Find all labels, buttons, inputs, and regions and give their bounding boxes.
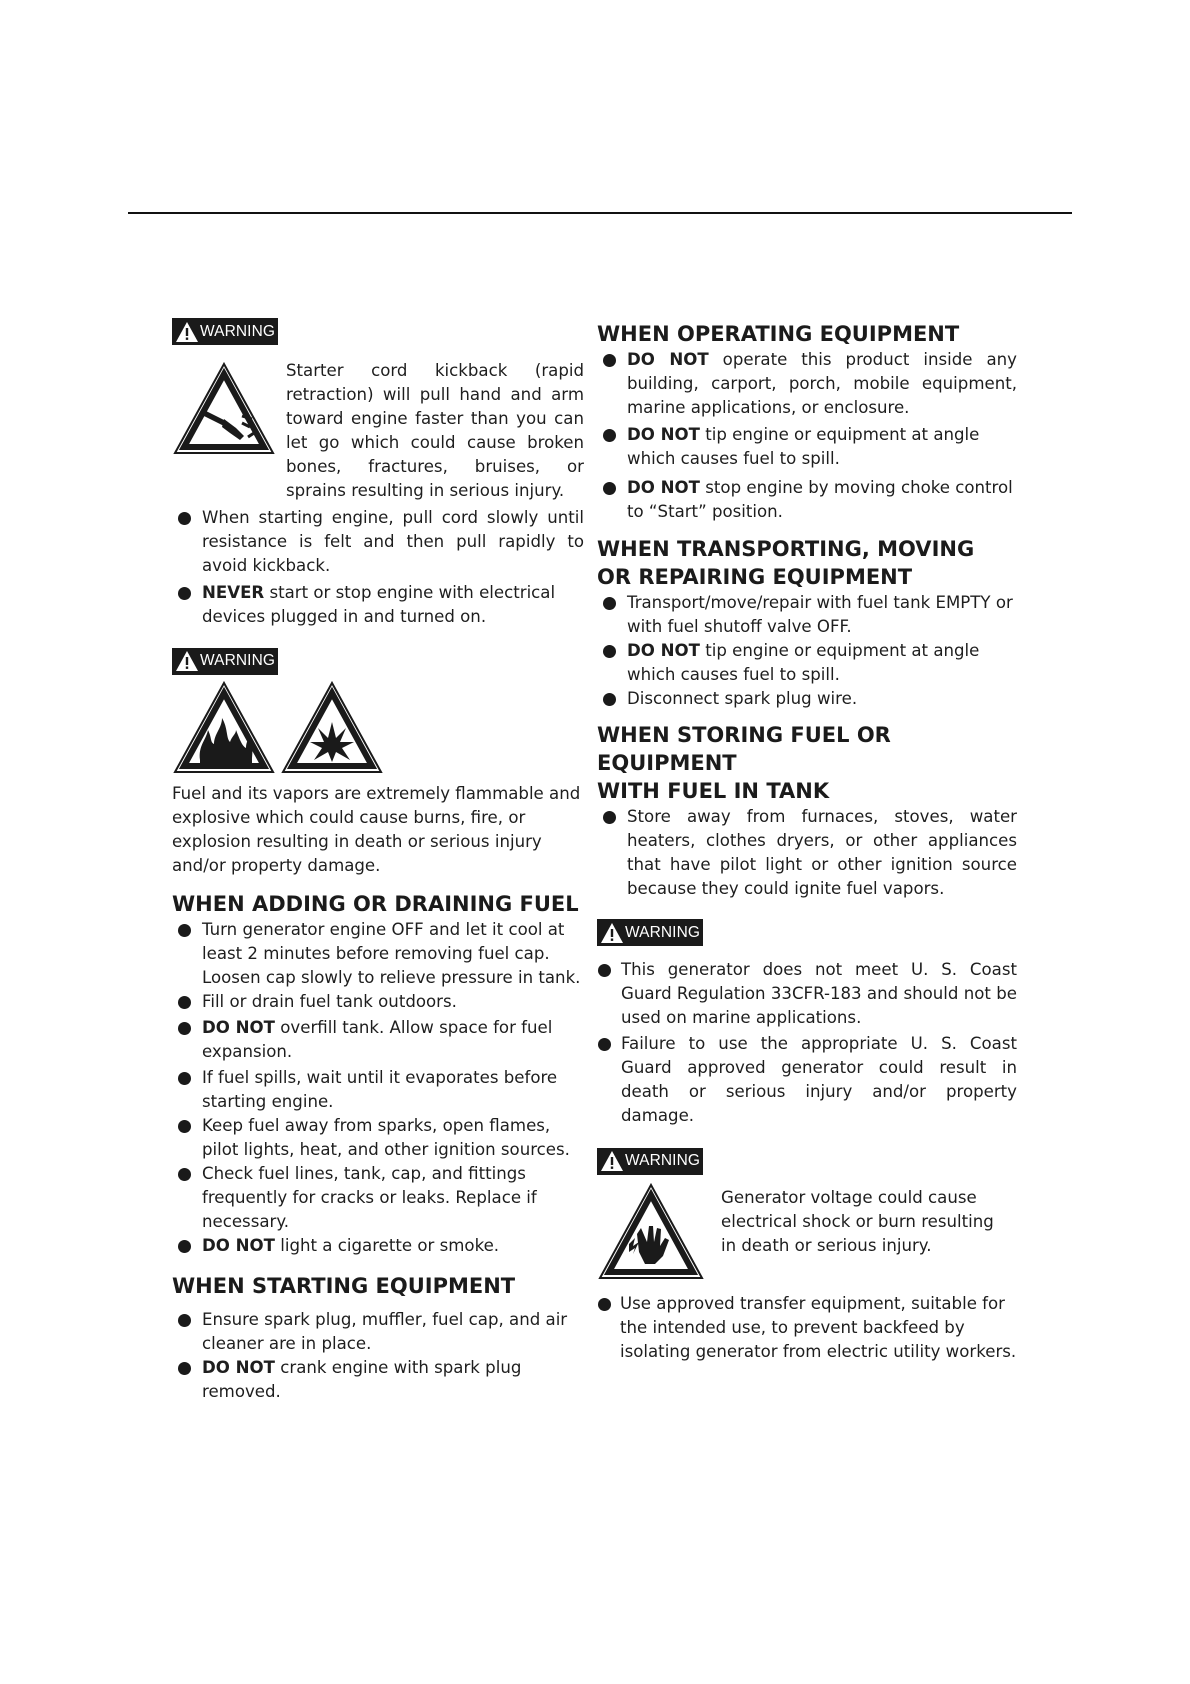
list-item: Store away from furnaces, stoves, water heaters, clothes dryers, or other appliances that have pilot light or other ignition source because they could ignite fuel vapors.	[597, 805, 1017, 901]
storing-heading: WHEN STORING FUEL OR EQUIPMENT WITH FUEL IN TANK	[597, 723, 891, 803]
fire-hazard-icon	[172, 680, 276, 776]
warning-badge-label: WARNING	[625, 923, 701, 941]
warning-badge	[597, 919, 703, 946]
operating-bullet-list	[597, 348, 1017, 524]
list-item: Failure to use the appropriate U. S. Coast Guard approved generator could result in death or serious injury and/or property damage.	[597, 1032, 1017, 1128]
list-item: DO NOT tip engine or equipment at angle which causes fuel to spill.	[597, 423, 1017, 471]
list-item: DO NOT operate this product inside any building, carport, porch, mobile equipment, marine applications, or enclosure.	[597, 348, 1017, 420]
kickback-hazard-icon	[172, 361, 276, 457]
warning-triangle-icon	[600, 922, 624, 944]
starting-heading: WHEN STARTING EQUIPMENT	[172, 1274, 516, 1298]
list-item: Check fuel lines, tank, cap, and fittings frequently for cracks or leaks. Replace if necessary.	[172, 1162, 584, 1234]
electric-shock-hazard-icon	[597, 1182, 705, 1282]
list-item: Fill or drain fuel tank outdoors.	[172, 990, 584, 1014]
warning-badge	[597, 1148, 703, 1175]
transporting-bullet-list	[597, 591, 1017, 711]
list-item: Ensure spark plug, muffler, fuel cap, and air cleaner are in place.	[172, 1308, 584, 1356]
list-item: Disconnect spark plug wire.	[597, 687, 1017, 711]
list-item: NEVER start or stop engine with electrical devices plugged in and turned on.	[172, 581, 584, 629]
fuel-warning-text: Fuel and its vapors are extremely flammable and explosive which could cause burns, fire, or explosion resulting in death or serious injury and/or property damage.	[172, 784, 581, 875]
left-column	[172, 318, 584, 1404]
warning-badge-label: WARNING	[200, 652, 276, 669]
list-item: Use approved transfer equipment, suitable for the intended use, to prevent backfeed by isolating generator from electric utility workers.	[597, 1292, 1017, 1364]
list-item: DO NOT tip engine or equipment at angle which causes fuel to spill.	[597, 639, 1017, 687]
warning-triangle-icon	[175, 321, 199, 343]
list-item: DO NOT overfill tank. Allow space for fuel expansion.	[172, 1016, 584, 1064]
warning-badge-label: WARNING	[200, 322, 276, 340]
kickback-warning-text: Starter cord kickback (rapid retraction) will pull hand and arm toward engine faster than you can let go which could cause broken bones, fractures, bruises, or sprains resulting in serious injury.	[286, 360, 584, 500]
list-item: Turn generator engine OFF and let it cool at least 2 minutes before removing fuel cap. Loosen cap slowly to relieve pressure in tank.	[172, 918, 584, 990]
warning-badge	[172, 318, 278, 345]
warning-badge	[172, 648, 278, 675]
warning-triangle-icon	[600, 1150, 624, 1172]
starting-bullet-list	[172, 1308, 584, 1404]
warning-badge-label: WARNING	[625, 1152, 701, 1169]
list-item: DO NOT stop engine by moving choke control to “Start” position.	[597, 476, 1017, 524]
operating-heading: WHEN OPERATING EQUIPMENT	[597, 322, 960, 346]
header-rule	[128, 212, 1072, 214]
list-item: Transport/move/repair with fuel tank EMPTY or with fuel shutoff valve OFF.	[597, 591, 1017, 639]
transporting-heading: WHEN TRANSPORTING, MOVING OR REPAIRING EQUIPMENT	[597, 537, 975, 589]
storing-bullet-list	[597, 805, 1017, 901]
list-item: This generator does not meet U. S. Coast Guard Regulation 33CFR-183 and should not be used on marine applications.	[597, 958, 1017, 1030]
warning-triangle-icon	[175, 650, 199, 672]
fire-explosion-symbols	[172, 680, 584, 776]
kickback-bullet-list	[172, 506, 584, 629]
coast-guard-bullet-list	[597, 958, 1017, 1128]
list-item: DO NOT light a cigarette or smoke.	[172, 1234, 584, 1258]
voltage-block	[597, 1182, 1017, 1282]
list-item: Keep fuel away from sparks, open flames, pilot lights, heat, and other ignition sources.	[172, 1114, 584, 1162]
voltage-bullet-list	[597, 1292, 1017, 1364]
adding-fuel-heading: WHEN ADDING OR DRAINING FUEL	[172, 892, 579, 916]
list-item: When starting engine, pull cord slowly until resistance is felt and then pull rapidly to avoid kickback.	[172, 506, 584, 578]
list-item: DO NOT crank engine with spark plug removed.	[172, 1356, 584, 1404]
right-column	[597, 320, 1017, 1364]
kickback-block	[172, 361, 584, 503]
list-item: If fuel spills, wait until it evaporates before starting engine.	[172, 1066, 584, 1114]
explosion-hazard-icon	[280, 680, 384, 776]
voltage-warning-text: Generator voltage could cause electrical shock or burn resulting in death or serious injury.	[721, 1188, 994, 1255]
adding-fuel-bullet-list	[172, 918, 584, 1258]
